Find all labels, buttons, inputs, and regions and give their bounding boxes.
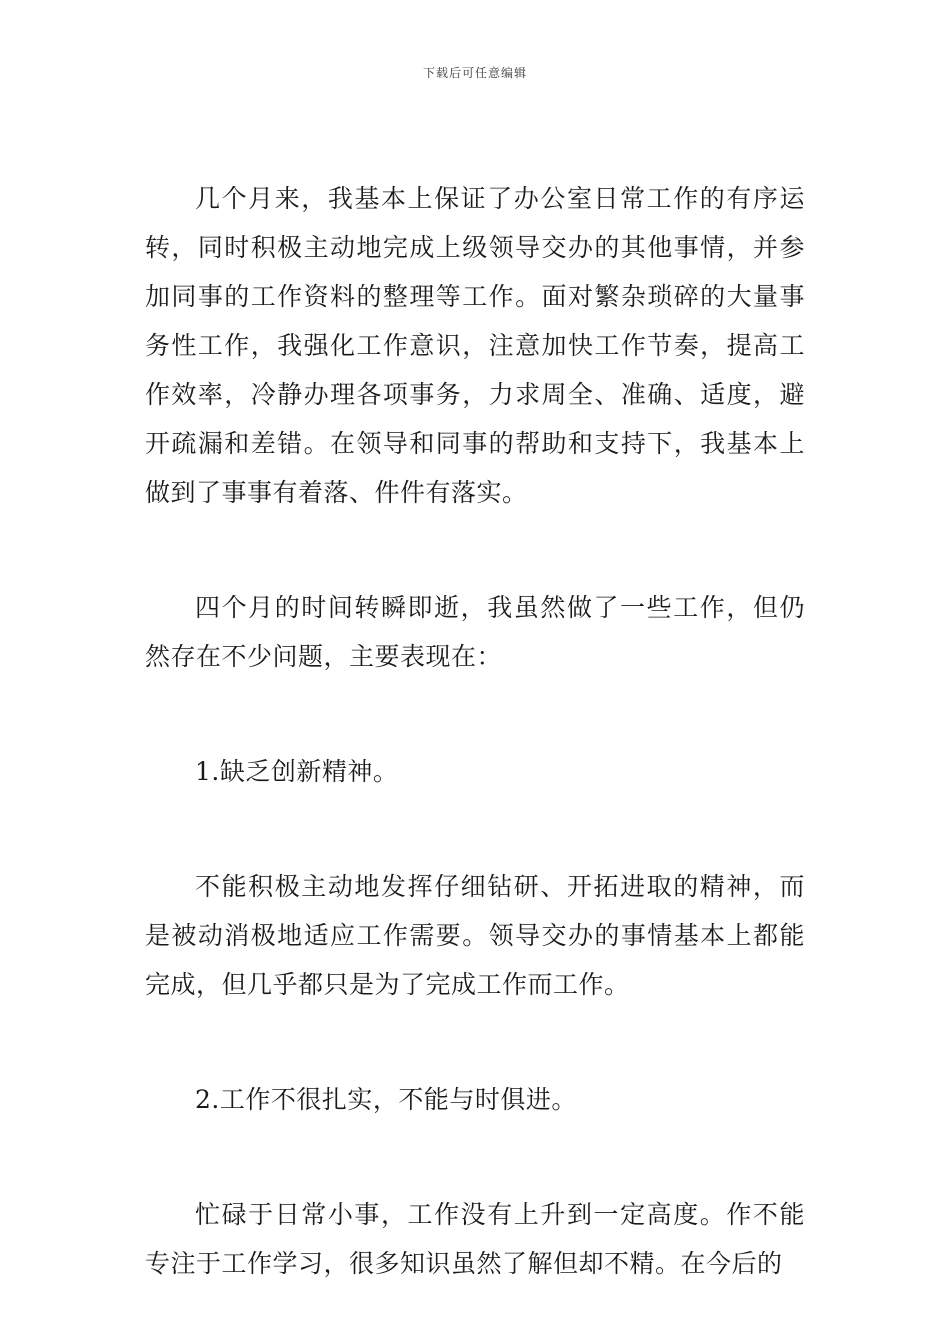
document-body xyxy=(145,174,805,1288)
paragraph-spacer xyxy=(145,681,805,747)
paragraph-problem-2-detail: 忙碌于日常小事，工作没有上升到一定高度。作不能专注于工作学习，很多知识虽然了解但却不精。在今后的 xyxy=(145,1200,805,1278)
paragraph-spacer xyxy=(145,1124,805,1190)
paragraph-problem-1-detail: 不能积极主动地发挥仔细钻研、开拓进取的精神，而是被动消极地适应工作需要。领导交办的事情基本上都能完成，但几乎都只是为了完成工作而工作。 xyxy=(145,872,805,999)
paragraph-spacer xyxy=(145,796,805,862)
paragraph-problems-intro: 四个月的时间转瞬即逝，我虽然做了一些工作，但仍然存在不少问题，主要表现在： xyxy=(145,593,805,671)
paragraph-spacer xyxy=(145,517,805,583)
list-heading-2: 2.工作不很扎实，不能与时俱进。 xyxy=(195,1085,577,1114)
page-header-watermark: 下载后可任意编辑 xyxy=(422,66,527,80)
list-heading-1: 1.缺乏创新精神。 xyxy=(195,757,399,786)
paragraph-work-summary: 几个月来，我基本上保证了办公室日常工作的有序运转，同时积极主动地完成上级领导交办的其他事情，并参加同事的工作资料的整理等工作。面对繁杂琐碎的大量事务性工作，我强化工作意识，注意加快工作节奏，提高工作效率，冷静办理各项事务，力求周全、准确、适度，避开疏漏和差错。在领导和同事的帮助和支持下，我基本上做到了事事有着落、件件有落实。 xyxy=(145,184,805,507)
paragraph-spacer xyxy=(145,1009,805,1075)
